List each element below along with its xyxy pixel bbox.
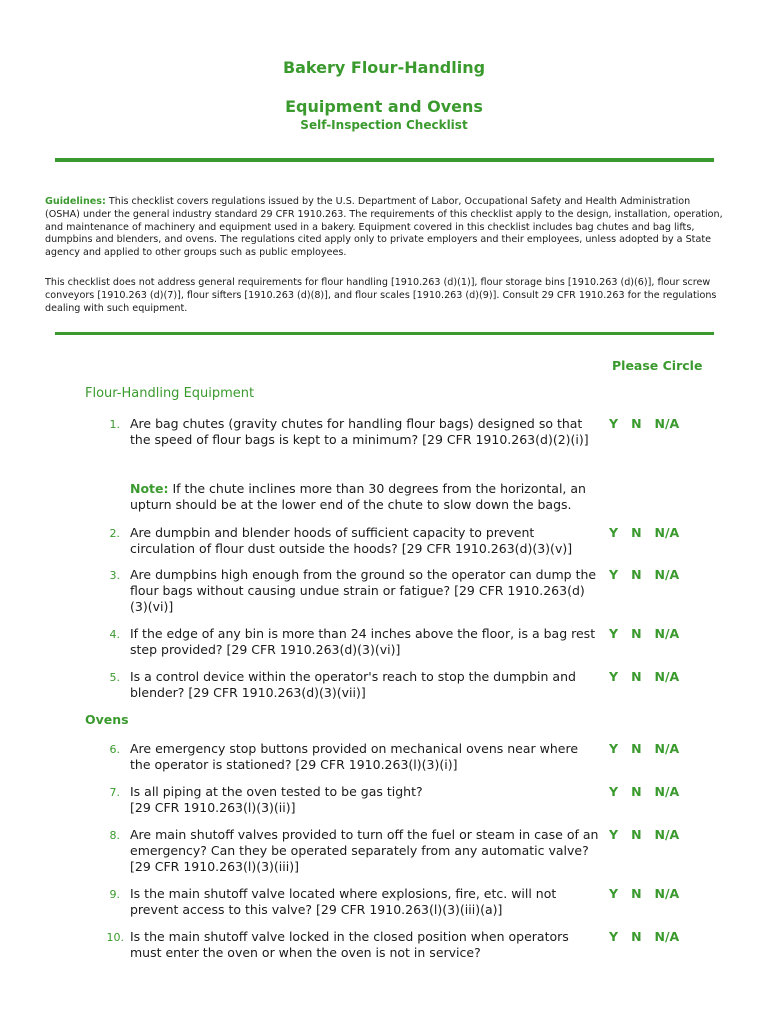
item-question: Are dumpbin and blender hoods of sufficient capacity to prevent circulation of flour dust outside the hoods? [29 CFR 1910.263(d)(3)(v)] — [130, 525, 573, 556]
answer-no[interactable]: N — [631, 929, 642, 944]
answer-no[interactable]: N — [631, 567, 642, 582]
answer-no[interactable]: N — [631, 741, 642, 756]
answer-na[interactable]: N/A — [654, 525, 680, 540]
answer-no[interactable]: N — [631, 525, 642, 540]
item-question: Are dumpbins high enough from the ground so the operator can dump the flour bags without causing undue strain or fatigue? [29 CFR 1910.263(d)(3)(vi)] — [130, 567, 597, 614]
answer-no[interactable]: N — [631, 784, 642, 799]
item-number: 5. — [109, 671, 120, 684]
title-line-1: Bakery Flour-Handling — [282, 58, 486, 77]
answer-na[interactable]: N/A — [654, 929, 680, 944]
item-number: 8. — [109, 829, 120, 842]
guidelines-paragraph — [45, 196, 725, 260]
answer-yes[interactable]: Y — [609, 784, 619, 799]
answer-options — [609, 416, 692, 431]
answer-options — [609, 567, 692, 582]
answer-no[interactable]: N — [631, 827, 642, 842]
answer-options — [609, 669, 692, 684]
answer-no[interactable]: N — [631, 669, 642, 684]
answer-na[interactable]: N/A — [654, 784, 680, 799]
guidelines-label: Guidelines: — [45, 196, 106, 207]
section-heading-flour: Flour-Handling Equipment — [85, 386, 255, 401]
item-number: 4. — [109, 628, 120, 641]
item-question: Is all piping at the oven tested to be gas tight? [29 CFR 1910.263(l)(3)(ii)] — [130, 784, 423, 815]
answer-yes[interactable]: Y — [609, 416, 619, 431]
note-label: Note: — [130, 481, 169, 496]
section-heading-ovens: Ovens — [85, 712, 129, 727]
note-text: If the chute inclines more than 30 degrees from the horizontal, an upturn should be at the lower end of the chute to slow down the bags. — [130, 481, 586, 512]
answer-yes[interactable]: Y — [609, 525, 619, 540]
item-number: 2. — [109, 527, 120, 540]
answer-options — [609, 784, 692, 799]
answer-options — [609, 929, 692, 944]
answer-no[interactable]: N — [631, 416, 642, 431]
answer-yes[interactable]: Y — [609, 827, 619, 842]
answer-options — [609, 886, 692, 901]
answer-yes[interactable]: Y — [609, 567, 619, 582]
answer-options — [609, 525, 692, 540]
item-number: 6. — [109, 743, 120, 756]
please-circle-heading: Please Circle — [612, 358, 703, 373]
item-question: Is the main shutoff valve located where explosions, fire, etc. will not prevent access to this valve? [29 CFR 1910.263(l)(3)(iii)(a)] — [130, 886, 557, 917]
item-question: Is the main shutoff valve locked in the closed position when operators must enter the oven or when the oven is not in service? — [130, 929, 569, 960]
answer-options — [609, 827, 692, 842]
answer-options — [609, 741, 692, 756]
scope-paragraph: This checklist does not address general requirements for flour handling [1910.263 (d)(1)], flour storage bins [1910.263 (d)(6)], flour screw conveyors [1910.263 (d)(7)], flour sifters [1910.263 (d)(8)], and flour scales [1910.263 (d)(9)]. Consult 29 CFR 1910.263 for the regulations dealing with such equipment. — [45, 277, 717, 314]
answer-na[interactable]: N/A — [654, 886, 680, 901]
answer-no[interactable]: N — [631, 626, 642, 641]
answer-na[interactable]: N/A — [654, 567, 680, 582]
item-question: Are main shutoff valves provided to turn off the fuel or steam in case of an emergency? Can they be operated separately from any automatic valve? [29 CFR 1910.263(l)(3)(iii)] — [130, 827, 599, 874]
bottom-divider — [55, 332, 714, 335]
item-number: 10. — [106, 931, 124, 944]
title-line-2: Equipment and Ovens — [285, 97, 483, 116]
answer-yes[interactable]: Y — [609, 626, 619, 641]
item-question: Are emergency stop buttons provided on mechanical ovens near where the operator is stationed? [29 CFR 1910.263(l)(3)(i)] — [130, 741, 579, 772]
answer-na[interactable]: N/A — [654, 669, 680, 684]
answer-options — [609, 626, 692, 641]
subtitle: Self-Inspection Checklist — [300, 118, 468, 132]
answer-na[interactable]: N/A — [654, 416, 680, 431]
item-question: Is a control device within the operator's reach to stop the dumpbin and blender? [29 CFR 1910.263(d)(3)(vii)] — [130, 669, 576, 700]
answer-yes[interactable]: Y — [609, 669, 619, 684]
item-question: If the edge of any bin is more than 24 inches above the floor, is a bag rest step provided? [29 CFR 1910.263(d)(3)(vi)] — [130, 626, 596, 657]
item-number: 7. — [109, 786, 120, 799]
item-number: 3. — [109, 569, 120, 582]
answer-na[interactable]: N/A — [654, 626, 680, 641]
answer-yes[interactable]: Y — [609, 929, 619, 944]
answer-yes[interactable]: Y — [609, 741, 619, 756]
answer-na[interactable]: N/A — [654, 827, 680, 842]
note — [130, 481, 610, 513]
guidelines-text: This checklist covers regulations issued by the U.S. Department of Labor, Occupational Safety and Health Administration (OSHA) under the general industry standard 29 CFR 1910.263. The requirements of this checklist apply to the design, installation, operation, and maintenance of machinery and equipment used in a bakery. Equipment covered in this checklist includes bag chutes and bag lifts, dumpbins and blenders, and ovens. The regulations cited apply only to private employers and their employees, unless adopted by a State agency and applied to other groups such as public employees. — [45, 196, 723, 259]
item-number: 9. — [109, 888, 120, 901]
answer-no[interactable]: N — [631, 886, 642, 901]
item-number: 1. — [109, 418, 120, 431]
answer-yes[interactable]: Y — [609, 886, 619, 901]
top-divider — [55, 158, 714, 162]
item-question: Are bag chutes (gravity chutes for handling flour bags) designed so that the speed of flour bags is kept to a minimum? [29 CFR 1910.263(d)(2)(i)] — [130, 416, 589, 447]
answer-na[interactable]: N/A — [654, 741, 680, 756]
